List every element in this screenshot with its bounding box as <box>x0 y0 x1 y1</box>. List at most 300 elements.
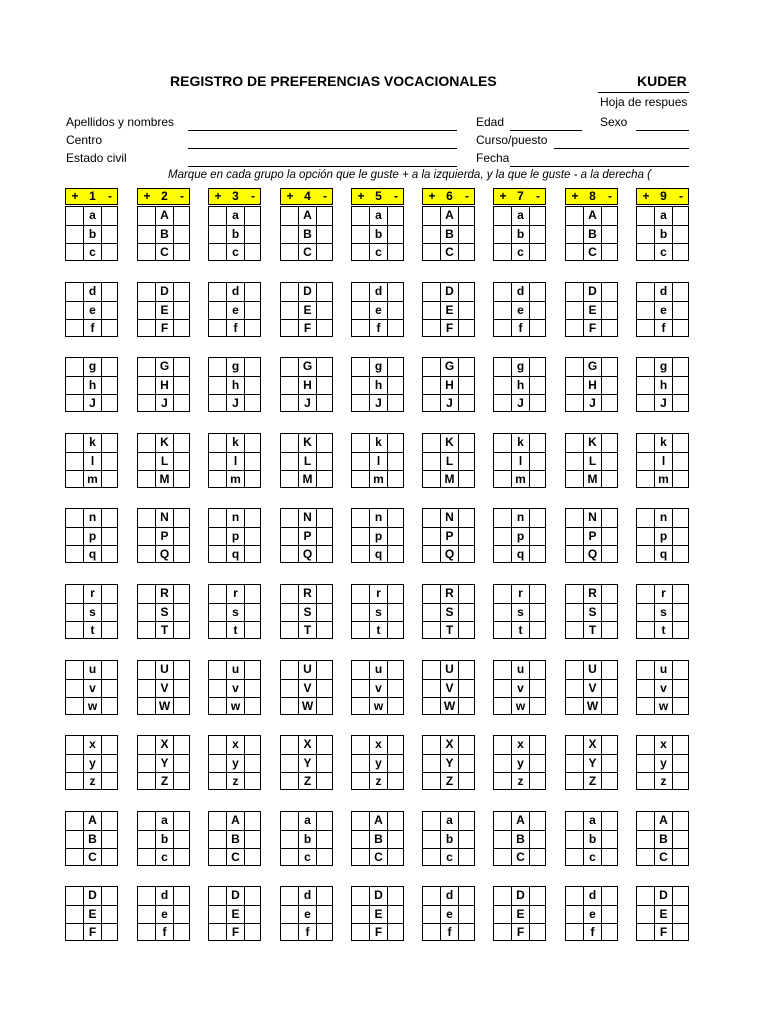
plus-mark-cell[interactable] <box>209 434 226 451</box>
minus-mark-cell[interactable] <box>388 546 404 563</box>
plus-mark-cell[interactable] <box>494 207 511 224</box>
minus-mark-cell[interactable] <box>174 395 190 412</box>
plus-mark-cell[interactable] <box>637 377 654 394</box>
minus-mark-cell[interactable] <box>317 302 333 319</box>
minus-mark-cell[interactable] <box>388 434 404 451</box>
plus-mark-cell[interactable] <box>66 302 83 319</box>
minus-mark-cell[interactable] <box>673 207 689 224</box>
minus-mark-cell[interactable] <box>602 887 618 904</box>
plus-mark-cell[interactable] <box>281 434 298 451</box>
minus-mark-cell[interactable] <box>673 887 689 904</box>
plus-mark-cell[interactable] <box>209 773 226 790</box>
minus-mark-cell[interactable] <box>245 604 261 621</box>
edad-field[interactable] <box>510 130 582 131</box>
plus-mark-cell[interactable] <box>352 244 369 261</box>
minus-mark-cell[interactable] <box>388 831 404 848</box>
plus-mark-cell[interactable] <box>423 698 440 715</box>
plus-mark-cell[interactable] <box>494 377 511 394</box>
minus-mark-cell[interactable] <box>602 546 618 563</box>
minus-mark-cell[interactable] <box>174 207 190 224</box>
plus-mark-cell[interactable] <box>352 546 369 563</box>
minus-mark-cell[interactable] <box>174 453 190 470</box>
minus-mark-cell[interactable] <box>174 585 190 602</box>
plus-mark-cell[interactable] <box>209 528 226 545</box>
minus-mark-cell[interactable] <box>174 887 190 904</box>
plus-mark-cell[interactable] <box>138 698 155 715</box>
plus-mark-cell[interactable] <box>209 604 226 621</box>
plus-mark-cell[interactable] <box>209 302 226 319</box>
minus-mark-cell[interactable] <box>459 395 475 412</box>
minus-mark-cell[interactable] <box>245 302 261 319</box>
plus-mark-cell[interactable] <box>281 207 298 224</box>
minus-mark-cell[interactable] <box>102 453 118 470</box>
plus-mark-cell[interactable] <box>566 604 583 621</box>
plus-mark-cell[interactable] <box>566 546 583 563</box>
plus-mark-cell[interactable] <box>138 434 155 451</box>
minus-mark-cell[interactable] <box>673 395 689 412</box>
plus-mark-cell[interactable] <box>138 509 155 526</box>
plus-mark-cell[interactable] <box>637 395 654 412</box>
minus-mark-cell[interactable] <box>530 773 546 790</box>
minus-mark-cell[interactable] <box>602 283 618 300</box>
plus-mark-cell[interactable] <box>66 831 83 848</box>
minus-mark-cell[interactable] <box>459 906 475 923</box>
minus-mark-cell[interactable] <box>530 528 546 545</box>
minus-mark-cell[interactable] <box>530 906 546 923</box>
minus-mark-cell[interactable] <box>673 528 689 545</box>
plus-mark-cell[interactable] <box>352 661 369 678</box>
plus-mark-cell[interactable] <box>352 831 369 848</box>
plus-mark-cell[interactable] <box>281 244 298 261</box>
plus-mark-cell[interactable] <box>209 622 226 639</box>
minus-mark-cell[interactable] <box>673 831 689 848</box>
minus-mark-cell[interactable] <box>102 283 118 300</box>
minus-mark-cell[interactable] <box>673 924 689 941</box>
plus-mark-cell[interactable] <box>566 831 583 848</box>
plus-mark-cell[interactable] <box>138 358 155 375</box>
minus-mark-cell[interactable] <box>388 812 404 829</box>
plus-mark-cell[interactable] <box>209 377 226 394</box>
minus-mark-cell[interactable] <box>317 604 333 621</box>
plus-mark-cell[interactable] <box>423 773 440 790</box>
plus-mark-cell[interactable] <box>138 736 155 753</box>
plus-mark-cell[interactable] <box>352 680 369 697</box>
plus-mark-cell[interactable] <box>423 395 440 412</box>
minus-mark-cell[interactable] <box>459 604 475 621</box>
plus-mark-cell[interactable] <box>138 546 155 563</box>
minus-mark-cell[interactable] <box>174 680 190 697</box>
minus-mark-cell[interactable] <box>459 453 475 470</box>
minus-mark-cell[interactable] <box>245 377 261 394</box>
plus-mark-cell[interactable] <box>281 395 298 412</box>
plus-mark-cell[interactable] <box>66 453 83 470</box>
plus-mark-cell[interactable] <box>637 680 654 697</box>
minus-mark-cell[interactable] <box>317 661 333 678</box>
plus-mark-cell[interactable] <box>494 395 511 412</box>
minus-mark-cell[interactable] <box>317 773 333 790</box>
minus-mark-cell[interactable] <box>245 434 261 451</box>
plus-mark-cell[interactable] <box>352 736 369 753</box>
plus-mark-cell[interactable] <box>281 302 298 319</box>
plus-mark-cell[interactable] <box>494 546 511 563</box>
minus-mark-cell[interactable] <box>673 755 689 772</box>
minus-mark-cell[interactable] <box>388 377 404 394</box>
plus-mark-cell[interactable] <box>566 453 583 470</box>
plus-mark-cell[interactable] <box>637 849 654 866</box>
plus-mark-cell[interactable] <box>138 320 155 337</box>
plus-mark-cell[interactable] <box>209 471 226 488</box>
plus-mark-cell[interactable] <box>66 604 83 621</box>
plus-mark-cell[interactable] <box>423 434 440 451</box>
plus-mark-cell[interactable] <box>352 906 369 923</box>
plus-mark-cell[interactable] <box>637 453 654 470</box>
minus-mark-cell[interactable] <box>388 471 404 488</box>
plus-mark-cell[interactable] <box>66 226 83 243</box>
minus-mark-cell[interactable] <box>673 812 689 829</box>
plus-mark-cell[interactable] <box>352 604 369 621</box>
minus-mark-cell[interactable] <box>673 320 689 337</box>
plus-mark-cell[interactable] <box>281 604 298 621</box>
minus-mark-cell[interactable] <box>530 849 546 866</box>
plus-mark-cell[interactable] <box>209 453 226 470</box>
minus-mark-cell[interactable] <box>245 755 261 772</box>
plus-mark-cell[interactable] <box>281 887 298 904</box>
minus-mark-cell[interactable] <box>530 434 546 451</box>
minus-mark-cell[interactable] <box>459 226 475 243</box>
minus-mark-cell[interactable] <box>102 736 118 753</box>
minus-mark-cell[interactable] <box>102 207 118 224</box>
plus-mark-cell[interactable] <box>138 585 155 602</box>
minus-mark-cell[interactable] <box>388 453 404 470</box>
minus-mark-cell[interactable] <box>602 320 618 337</box>
plus-mark-cell[interactable] <box>494 453 511 470</box>
plus-mark-cell[interactable] <box>352 849 369 866</box>
plus-mark-cell[interactable] <box>281 377 298 394</box>
minus-mark-cell[interactable] <box>245 226 261 243</box>
plus-mark-cell[interactable] <box>566 395 583 412</box>
minus-mark-cell[interactable] <box>530 395 546 412</box>
plus-mark-cell[interactable] <box>566 320 583 337</box>
minus-mark-cell[interactable] <box>245 528 261 545</box>
minus-mark-cell[interactable] <box>388 283 404 300</box>
centro-field[interactable] <box>188 148 457 149</box>
plus-mark-cell[interactable] <box>494 585 511 602</box>
minus-mark-cell[interactable] <box>602 453 618 470</box>
plus-mark-cell[interactable] <box>494 661 511 678</box>
minus-mark-cell[interactable] <box>388 207 404 224</box>
plus-mark-cell[interactable] <box>423 755 440 772</box>
minus-mark-cell[interactable] <box>174 773 190 790</box>
plus-mark-cell[interactable] <box>352 887 369 904</box>
minus-mark-cell[interactable] <box>317 434 333 451</box>
plus-mark-cell[interactable] <box>566 207 583 224</box>
plus-mark-cell[interactable] <box>637 755 654 772</box>
minus-mark-cell[interactable] <box>602 622 618 639</box>
minus-mark-cell[interactable] <box>317 244 333 261</box>
minus-mark-cell[interactable] <box>102 358 118 375</box>
plus-mark-cell[interactable] <box>209 812 226 829</box>
plus-mark-cell[interactable] <box>66 528 83 545</box>
plus-mark-cell[interactable] <box>281 831 298 848</box>
plus-mark-cell[interactable] <box>209 680 226 697</box>
plus-mark-cell[interactable] <box>138 226 155 243</box>
minus-mark-cell[interactable] <box>388 887 404 904</box>
minus-mark-cell[interactable] <box>673 604 689 621</box>
minus-mark-cell[interactable] <box>602 924 618 941</box>
minus-mark-cell[interactable] <box>459 622 475 639</box>
minus-mark-cell[interactable] <box>673 585 689 602</box>
minus-mark-cell[interactable] <box>102 604 118 621</box>
plus-mark-cell[interactable] <box>494 604 511 621</box>
minus-mark-cell[interactable] <box>673 358 689 375</box>
plus-mark-cell[interactable] <box>566 755 583 772</box>
plus-mark-cell[interactable] <box>138 924 155 941</box>
plus-mark-cell[interactable] <box>423 736 440 753</box>
minus-mark-cell[interactable] <box>459 736 475 753</box>
minus-mark-cell[interactable] <box>530 755 546 772</box>
plus-mark-cell[interactable] <box>637 604 654 621</box>
minus-mark-cell[interactable] <box>602 377 618 394</box>
plus-mark-cell[interactable] <box>637 924 654 941</box>
minus-mark-cell[interactable] <box>174 509 190 526</box>
plus-mark-cell[interactable] <box>637 207 654 224</box>
plus-mark-cell[interactable] <box>209 661 226 678</box>
minus-mark-cell[interactable] <box>388 680 404 697</box>
plus-mark-cell[interactable] <box>637 812 654 829</box>
minus-mark-cell[interactable] <box>174 434 190 451</box>
plus-mark-cell[interactable] <box>566 661 583 678</box>
minus-mark-cell[interactable] <box>459 546 475 563</box>
minus-mark-cell[interactable] <box>459 812 475 829</box>
plus-mark-cell[interactable] <box>209 887 226 904</box>
minus-mark-cell[interactable] <box>102 320 118 337</box>
plus-mark-cell[interactable] <box>281 906 298 923</box>
plus-mark-cell[interactable] <box>352 585 369 602</box>
plus-mark-cell[interactable] <box>494 509 511 526</box>
plus-mark-cell[interactable] <box>352 453 369 470</box>
plus-mark-cell[interactable] <box>209 395 226 412</box>
plus-mark-cell[interactable] <box>637 320 654 337</box>
plus-mark-cell[interactable] <box>138 680 155 697</box>
plus-mark-cell[interactable] <box>66 661 83 678</box>
plus-mark-cell[interactable] <box>423 622 440 639</box>
minus-mark-cell[interactable] <box>174 244 190 261</box>
minus-mark-cell[interactable] <box>673 736 689 753</box>
minus-mark-cell[interactable] <box>602 585 618 602</box>
minus-mark-cell[interactable] <box>673 849 689 866</box>
plus-mark-cell[interactable] <box>138 831 155 848</box>
plus-mark-cell[interactable] <box>494 434 511 451</box>
plus-mark-cell[interactable] <box>352 471 369 488</box>
minus-mark-cell[interactable] <box>388 509 404 526</box>
plus-mark-cell[interactable] <box>209 244 226 261</box>
minus-mark-cell[interactable] <box>530 320 546 337</box>
minus-mark-cell[interactable] <box>602 471 618 488</box>
minus-mark-cell[interactable] <box>174 283 190 300</box>
minus-mark-cell[interactable] <box>102 831 118 848</box>
minus-mark-cell[interactable] <box>317 471 333 488</box>
plus-mark-cell[interactable] <box>138 283 155 300</box>
minus-mark-cell[interactable] <box>245 471 261 488</box>
plus-mark-cell[interactable] <box>281 585 298 602</box>
minus-mark-cell[interactable] <box>174 906 190 923</box>
plus-mark-cell[interactable] <box>66 395 83 412</box>
plus-mark-cell[interactable] <box>566 849 583 866</box>
plus-mark-cell[interactable] <box>637 887 654 904</box>
minus-mark-cell[interactable] <box>673 377 689 394</box>
minus-mark-cell[interactable] <box>317 849 333 866</box>
plus-mark-cell[interactable] <box>209 698 226 715</box>
plus-mark-cell[interactable] <box>423 320 440 337</box>
plus-mark-cell[interactable] <box>566 528 583 545</box>
minus-mark-cell[interactable] <box>602 528 618 545</box>
minus-mark-cell[interactable] <box>602 906 618 923</box>
minus-mark-cell[interactable] <box>102 377 118 394</box>
minus-mark-cell[interactable] <box>459 244 475 261</box>
plus-mark-cell[interactable] <box>138 906 155 923</box>
plus-mark-cell[interactable] <box>423 283 440 300</box>
minus-mark-cell[interactable] <box>602 302 618 319</box>
minus-mark-cell[interactable] <box>102 585 118 602</box>
plus-mark-cell[interactable] <box>209 906 226 923</box>
minus-mark-cell[interactable] <box>602 358 618 375</box>
plus-mark-cell[interactable] <box>138 773 155 790</box>
plus-mark-cell[interactable] <box>209 755 226 772</box>
minus-mark-cell[interactable] <box>530 698 546 715</box>
plus-mark-cell[interactable] <box>637 302 654 319</box>
plus-mark-cell[interactable] <box>352 622 369 639</box>
minus-mark-cell[interactable] <box>530 604 546 621</box>
minus-mark-cell[interactable] <box>102 661 118 678</box>
minus-mark-cell[interactable] <box>673 471 689 488</box>
plus-mark-cell[interactable] <box>352 924 369 941</box>
plus-mark-cell[interactable] <box>66 755 83 772</box>
plus-mark-cell[interactable] <box>423 812 440 829</box>
minus-mark-cell[interactable] <box>459 471 475 488</box>
plus-mark-cell[interactable] <box>66 887 83 904</box>
minus-mark-cell[interactable] <box>530 453 546 470</box>
minus-mark-cell[interactable] <box>245 924 261 941</box>
plus-mark-cell[interactable] <box>423 244 440 261</box>
plus-mark-cell[interactable] <box>66 812 83 829</box>
plus-mark-cell[interactable] <box>637 736 654 753</box>
plus-mark-cell[interactable] <box>66 358 83 375</box>
minus-mark-cell[interactable] <box>102 849 118 866</box>
plus-mark-cell[interactable] <box>566 226 583 243</box>
minus-mark-cell[interactable] <box>530 812 546 829</box>
minus-mark-cell[interactable] <box>388 302 404 319</box>
plus-mark-cell[interactable] <box>66 509 83 526</box>
minus-mark-cell[interactable] <box>388 244 404 261</box>
minus-mark-cell[interactable] <box>174 546 190 563</box>
plus-mark-cell[interactable] <box>566 924 583 941</box>
minus-mark-cell[interactable] <box>459 358 475 375</box>
plus-mark-cell[interactable] <box>494 906 511 923</box>
plus-mark-cell[interactable] <box>281 680 298 697</box>
plus-mark-cell[interactable] <box>352 395 369 412</box>
apellidos-field[interactable] <box>188 130 457 131</box>
plus-mark-cell[interactable] <box>66 698 83 715</box>
minus-mark-cell[interactable] <box>174 812 190 829</box>
minus-mark-cell[interactable] <box>317 546 333 563</box>
plus-mark-cell[interactable] <box>566 585 583 602</box>
minus-mark-cell[interactable] <box>388 320 404 337</box>
plus-mark-cell[interactable] <box>494 736 511 753</box>
plus-mark-cell[interactable] <box>281 698 298 715</box>
plus-mark-cell[interactable] <box>66 622 83 639</box>
plus-mark-cell[interactable] <box>138 395 155 412</box>
minus-mark-cell[interactable] <box>102 906 118 923</box>
plus-mark-cell[interactable] <box>637 773 654 790</box>
plus-mark-cell[interactable] <box>281 546 298 563</box>
minus-mark-cell[interactable] <box>245 887 261 904</box>
minus-mark-cell[interactable] <box>174 661 190 678</box>
minus-mark-cell[interactable] <box>673 244 689 261</box>
minus-mark-cell[interactable] <box>602 812 618 829</box>
plus-mark-cell[interactable] <box>209 226 226 243</box>
minus-mark-cell[interactable] <box>174 924 190 941</box>
minus-mark-cell[interactable] <box>388 755 404 772</box>
plus-mark-cell[interactable] <box>423 604 440 621</box>
plus-mark-cell[interactable] <box>637 698 654 715</box>
minus-mark-cell[interactable] <box>459 509 475 526</box>
plus-mark-cell[interactable] <box>352 812 369 829</box>
plus-mark-cell[interactable] <box>66 434 83 451</box>
minus-mark-cell[interactable] <box>530 207 546 224</box>
plus-mark-cell[interactable] <box>138 661 155 678</box>
plus-mark-cell[interactable] <box>494 471 511 488</box>
minus-mark-cell[interactable] <box>530 585 546 602</box>
minus-mark-cell[interactable] <box>245 320 261 337</box>
minus-mark-cell[interactable] <box>459 924 475 941</box>
plus-mark-cell[interactable] <box>209 849 226 866</box>
minus-mark-cell[interactable] <box>174 604 190 621</box>
plus-mark-cell[interactable] <box>66 906 83 923</box>
plus-mark-cell[interactable] <box>494 698 511 715</box>
minus-mark-cell[interactable] <box>174 471 190 488</box>
plus-mark-cell[interactable] <box>281 471 298 488</box>
plus-mark-cell[interactable] <box>352 207 369 224</box>
minus-mark-cell[interactable] <box>245 509 261 526</box>
plus-mark-cell[interactable] <box>138 887 155 904</box>
plus-mark-cell[interactable] <box>352 358 369 375</box>
plus-mark-cell[interactable] <box>423 302 440 319</box>
plus-mark-cell[interactable] <box>66 320 83 337</box>
plus-mark-cell[interactable] <box>281 755 298 772</box>
plus-mark-cell[interactable] <box>209 924 226 941</box>
plus-mark-cell[interactable] <box>566 812 583 829</box>
minus-mark-cell[interactable] <box>102 528 118 545</box>
minus-mark-cell[interactable] <box>673 453 689 470</box>
plus-mark-cell[interactable] <box>66 471 83 488</box>
minus-mark-cell[interactable] <box>388 358 404 375</box>
minus-mark-cell[interactable] <box>459 283 475 300</box>
plus-mark-cell[interactable] <box>494 887 511 904</box>
plus-mark-cell[interactable] <box>209 509 226 526</box>
minus-mark-cell[interactable] <box>602 698 618 715</box>
minus-mark-cell[interactable] <box>245 207 261 224</box>
minus-mark-cell[interactable] <box>317 887 333 904</box>
minus-mark-cell[interactable] <box>602 226 618 243</box>
minus-mark-cell[interactable] <box>673 773 689 790</box>
minus-mark-cell[interactable] <box>245 680 261 697</box>
plus-mark-cell[interactable] <box>138 849 155 866</box>
plus-mark-cell[interactable] <box>423 453 440 470</box>
plus-mark-cell[interactable] <box>566 244 583 261</box>
minus-mark-cell[interactable] <box>602 207 618 224</box>
minus-mark-cell[interactable] <box>317 395 333 412</box>
minus-mark-cell[interactable] <box>673 283 689 300</box>
